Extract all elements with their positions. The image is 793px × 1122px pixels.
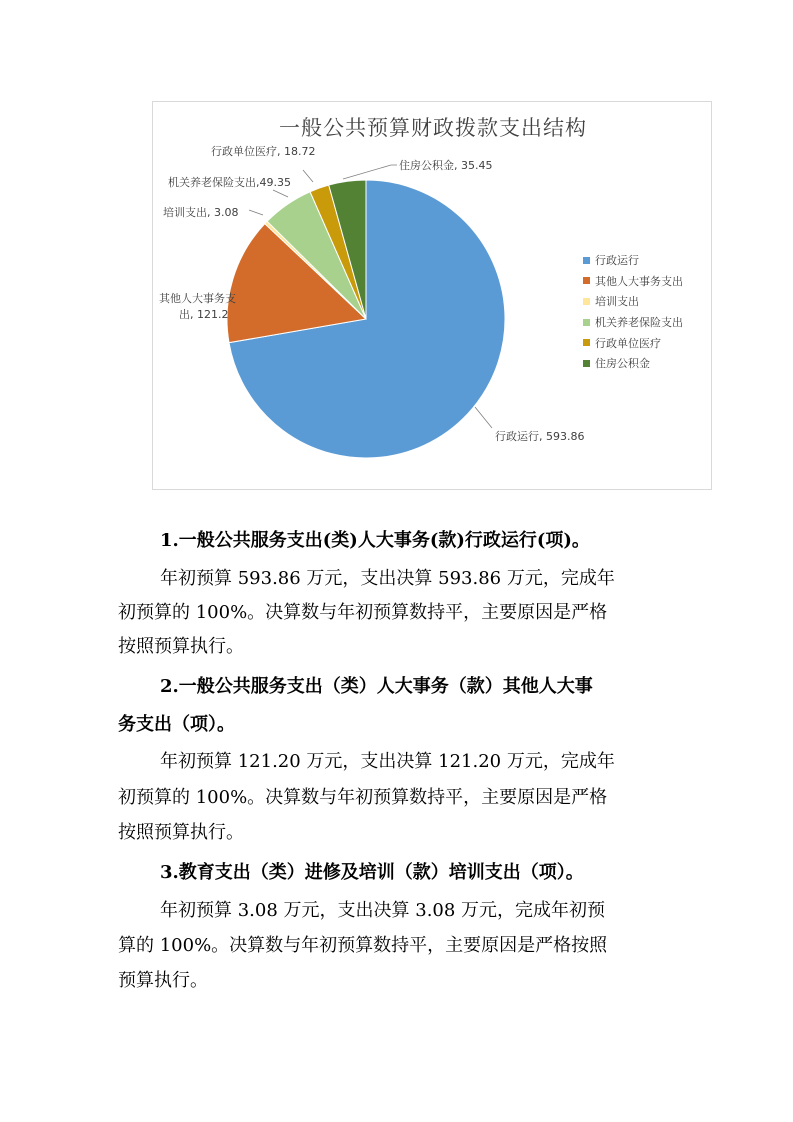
- pie-data-label-4: 机关养老保险支出,49.35: [168, 176, 291, 189]
- section-2-paragraph-line: 按照预算执行。: [118, 822, 244, 843]
- legend-item-1: [583, 271, 683, 292]
- section-1-paragraph-line: 初预算的 100%。决算数与年初预算数持平，主要原因是严格: [118, 602, 608, 623]
- legend-swatch-3: [583, 319, 590, 326]
- legend-label-4: 行政单位医疗: [595, 336, 661, 350]
- leader-line-1: [249, 210, 263, 215]
- pie-data-label-3: 培训支出, 3.08: [163, 206, 239, 219]
- pie-data-label-1: 其他人大事务支: [159, 292, 236, 305]
- pie-data-label-6: 住房公积金, 35.45: [399, 159, 493, 172]
- section-3-paragraph-line: 算的 100%。决算数与年初预算数持平，主要原因是严格按照: [118, 935, 608, 956]
- section-3-paragraph-line: 预算执行。: [118, 970, 208, 991]
- legend-swatch-0: [583, 257, 590, 264]
- legend-item-3: [583, 312, 683, 333]
- leader-line-3: [303, 170, 313, 182]
- legend-swatch-2: [583, 298, 590, 305]
- section-2-heading: 务支出（项）。: [118, 714, 235, 735]
- leader-line-2: [273, 190, 288, 197]
- pie-chart: [152, 101, 712, 490]
- legend-item-5: [583, 353, 683, 374]
- section-1-heading: 1.一般公共服务支出(类)人大事务(款)行政运行(项)。: [160, 530, 590, 551]
- section-1-paragraph-line: 按照预算执行。: [118, 636, 244, 657]
- legend-label-0: 行政运行: [595, 254, 639, 268]
- legend-item-0: [583, 250, 683, 271]
- legend-label-3: 机关养老保险支出: [595, 316, 683, 330]
- pie-data-label-2: 出, 121.2: [179, 308, 229, 321]
- section-2-paragraph-line: 初预算的 100%。决算数与年初预算数持平，主要原因是严格: [118, 787, 608, 808]
- section-3-paragraph-line: 年初预算 3.08 万元，支出决算 3.08 万元，完成年初预: [160, 900, 606, 921]
- section-2-paragraph-line: 年初预算 121.20 万元，支出决算 121.20 万元，完成年: [160, 751, 615, 772]
- leader-line-4: [343, 165, 397, 179]
- legend-swatch-1: [583, 277, 590, 284]
- chart-title: 一般公共预算财政拨款支出结构: [279, 116, 587, 140]
- legend-label-5: 住房公积金: [595, 357, 650, 371]
- section-2-heading: 2.一般公共服务支出（类）人大事务（款）其他人大事: [160, 676, 593, 697]
- chart-legend: [583, 250, 683, 374]
- legend-swatch-4: [583, 339, 590, 346]
- legend-label-2: 培训支出: [595, 295, 639, 309]
- section-3-heading: 3.教育支出（类）进修及培训（款）培训支出（项）。: [160, 862, 584, 883]
- legend-item-2: [583, 291, 683, 312]
- pie-data-label-5: 行政单位医疗, 18.72: [211, 145, 316, 158]
- leader-line-0: [475, 407, 492, 428]
- legend-swatch-5: [583, 360, 590, 367]
- legend-item-4: [583, 332, 683, 353]
- legend-label-1: 其他人大事务支出: [595, 274, 683, 288]
- pie-data-label-0: 行政运行, 593.86: [495, 430, 585, 443]
- section-1-paragraph-line: 年初预算 593.86 万元，支出决算 593.86 万元，完成年: [160, 568, 615, 589]
